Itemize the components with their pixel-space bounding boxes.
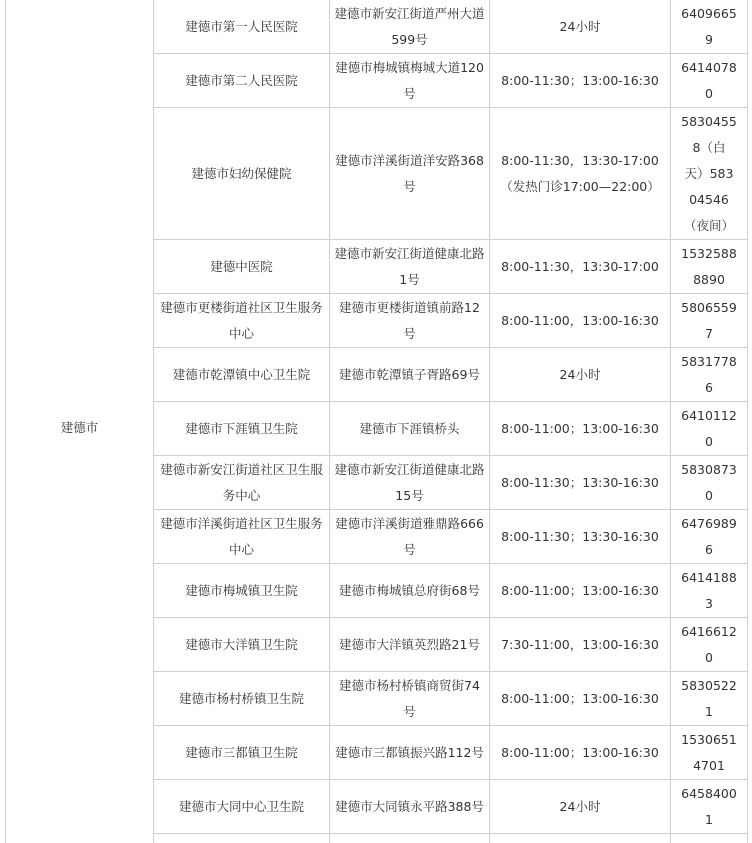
address-cell [330,834,490,843]
address-cell: 建德市新安江街道健康北路15号 [330,456,490,510]
phone-cell: 6458400 1 [671,780,748,834]
hospital-name-cell: 建德市洋溪街道社区卫生服务中心 [154,510,330,564]
phone-cell: 6476989 6 [671,510,748,564]
hospital-name-cell: 建德市第二人民医院 [154,54,330,108]
hospital-table-body [6,0,748,843]
hospital-name-cell [154,834,330,843]
hours-cell: 7:30-11:00，13:00-16:30 [490,618,671,672]
address-cell: 建德市更楼街道镇前路12号 [330,294,490,348]
hours-cell: 8:00-11:00，13:00-16:30 [490,294,671,348]
hours-cell: 8:00-11:00；13:00-16:30 [490,726,671,780]
address-cell: 建德市乾潭镇子胥路69号 [330,348,490,402]
hospital-name-cell: 建德市下涯镇卫生院 [154,402,330,456]
hospital-name-cell: 建德市乾潭镇中心卫生院 [154,348,330,402]
phone-cell: 6410112 0 [671,402,748,456]
hours-cell: 24小时 [490,780,671,834]
hours-cell: 8:00-11:00；13:00-16:30 [490,402,671,456]
phone-cell: 6409665 9 [671,0,748,54]
phone-cell: 5831778 6 [671,348,748,402]
phone-cell: 5806559 7 [671,294,748,348]
hours-cell: 8:00-11:00；13:00-16:30 [490,564,671,618]
hospital-table [5,0,748,843]
phone-cell: 1532588 8890 [671,240,748,294]
hours-cell: 8:00-11:30，13:30-17:00 [490,240,671,294]
hospital-name-cell: 建德市大洋镇卫生院 [154,618,330,672]
address-cell: 建德市大同镇永平路388号 [330,780,490,834]
hospital-name-cell: 建德市妇幼保健院 [154,108,330,240]
address-cell: 建德市杨村桥镇商贸街74号 [330,672,490,726]
table-row [6,0,748,54]
region-cell: 建德市 [6,0,154,843]
hospital-name-cell: 建德市更楼街道社区卫生服务中心 [154,294,330,348]
address-cell: 建德市三都镇振兴路112号 [330,726,490,780]
address-cell: 建德市大洋镇英烈路21号 [330,618,490,672]
hospital-name-cell: 建德中医院 [154,240,330,294]
phone-cell [671,834,748,843]
address-cell: 建德市新安江街道严州大道599号 [330,0,490,54]
address-cell: 建德市下涯镇桥头 [330,402,490,456]
hours-cell: 24小时 [490,348,671,402]
phone-cell: 5830522 1 [671,672,748,726]
hospital-name-cell: 建德市新安江街道社区卫生服务中心 [154,456,330,510]
hours-cell [490,834,671,843]
hospital-name-cell: 建德市梅城镇卫生院 [154,564,330,618]
phone-cell: 5830455 8（白 天）583 04546 （夜间） [671,108,748,240]
address-cell: 建德市洋溪街道雅鼎路666号 [330,510,490,564]
hours-cell: 8:00-11:30；13:30-16:30 [490,456,671,510]
hospital-name-cell: 建德市第一人民医院 [154,0,330,54]
address-cell: 建德市梅城镇总府街68号 [330,564,490,618]
phone-cell: 5830873 0 [671,456,748,510]
hospital-name-cell: 建德市三都镇卫生院 [154,726,330,780]
hours-cell: 8:00-11:30，13:30-17:00 （发热门诊17:00—22:00） [490,108,671,240]
hospital-name-cell: 建德市杨村桥镇卫生院 [154,672,330,726]
address-cell: 建德市新安江街道健康北路1号 [330,240,490,294]
hours-cell: 8:00-11:30；13:30-16:30 [490,510,671,564]
phone-cell: 6416612 0 [671,618,748,672]
address-cell: 建德市洋溪街道洋安路368号 [330,108,490,240]
phone-cell: 1530651 4701 [671,726,748,780]
hours-cell: 8:00-11:00；13:00-16:30 [490,672,671,726]
hospital-name-cell: 建德市大同中心卫生院 [154,780,330,834]
hours-cell: 8:00-11:30；13:00-16:30 [490,54,671,108]
phone-cell: 6414078 0 [671,54,748,108]
phone-cell: 6414188 3 [671,564,748,618]
hours-cell: 24小时 [490,0,671,54]
address-cell: 建德市梅城镇梅城大道120号 [330,54,490,108]
